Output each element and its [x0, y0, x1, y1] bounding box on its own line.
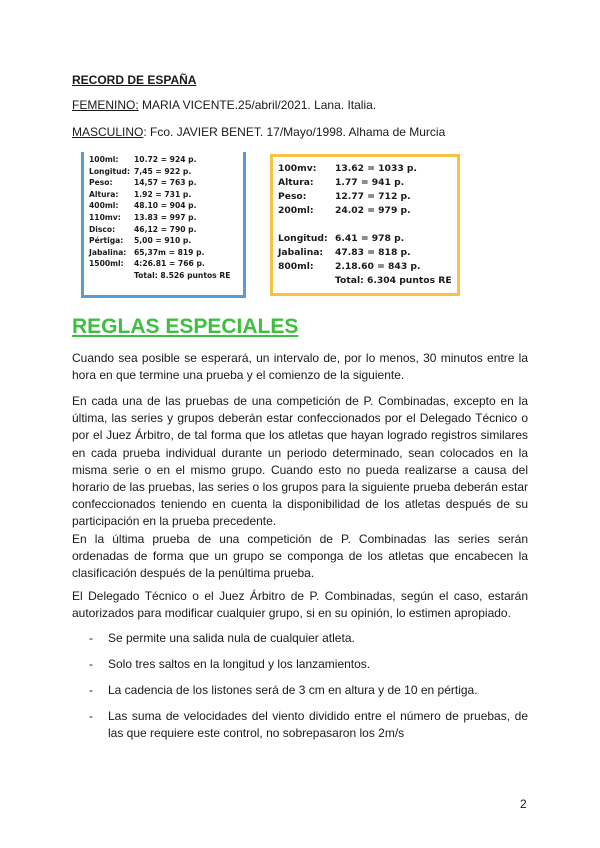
event-name: Longitud: [278, 233, 328, 244]
result-row [278, 162, 457, 176]
event-name: 110mv: [89, 212, 121, 222]
rules-list [72, 630, 528, 751]
paragraph-delegado: El Delegado Técnico o el Juez Árbitro de P. Combinadas, según el caso, estarán autorizados para modificar cualquier grupo, si en su opinión, lo estimen apropiado. [72, 589, 528, 621]
page-number: 2 [520, 797, 527, 811]
list-item-text: Las suma de velocidades del viento dividido entre el número de pruebas, de las que requiere este control, no sobrepasaron los 2m/s [108, 709, 528, 740]
event-result: 12.77 = 712 p. [335, 191, 411, 202]
record-title: RECORD DE ESPAÑA [72, 73, 197, 87]
femenino-text: MARIA VICENTE.25/abril/2021. Lana. Italia. [138, 98, 377, 112]
result-row [89, 224, 243, 236]
bullet-dash: - [89, 683, 93, 697]
result-row [89, 235, 243, 247]
event-result: 1.92 = 731 p. [134, 189, 192, 199]
event-name: Peso: [89, 178, 113, 188]
femenino-label: FEMENINO: [72, 98, 139, 112]
result-row [278, 260, 457, 274]
event-name: Longitud: [89, 166, 131, 176]
event-name: Peso: [278, 191, 307, 202]
result-row [278, 190, 457, 204]
bullet-dash: - [89, 709, 93, 723]
femenino-results-box [81, 152, 246, 298]
event-name: 200ml: [278, 205, 314, 216]
result-row [89, 177, 243, 189]
result-row [89, 166, 243, 178]
result-row [278, 176, 457, 190]
event-result: 10.72 = 924 p. [134, 155, 197, 164]
list-item [72, 656, 528, 673]
result-row [89, 154, 243, 166]
result-row [278, 246, 457, 260]
event-name: Jabalina: [278, 247, 324, 258]
event-result: 47.83 = 818 p. [335, 247, 411, 258]
record-masculino-line [72, 125, 445, 139]
event-name: 400ml: [89, 201, 119, 211]
event-name: 1500ml: [89, 259, 124, 269]
event-result: 1.77 = 941 p. [335, 177, 405, 188]
femenino-total: Total: 8.526 puntos RE [134, 270, 231, 280]
bullet-dash: - [89, 657, 93, 671]
event-result: 24.02 = 979 p. [335, 205, 411, 216]
result-row [89, 212, 243, 224]
event-result: 6.41 = 978 p. [335, 233, 405, 244]
result-row [278, 232, 457, 246]
event-name: Disco: [89, 224, 116, 234]
list-item [72, 630, 528, 647]
event-name: Altura: [89, 189, 119, 199]
list-item [72, 682, 528, 699]
event-result: 14,57 = 763 p. [134, 178, 197, 188]
result-row [89, 200, 243, 212]
bullet-dash: - [89, 631, 93, 645]
list-item-text: Solo tres saltos en la longitud y los lanzamientos. [108, 657, 371, 671]
event-result: 65,37m = 819 p. [134, 247, 205, 257]
event-name: 800ml: [278, 261, 314, 272]
paragraph-series-grupos: En cada una de las pruebas de una competición de P. Combinadas, excepto en la última, las series y grupos deberán estar confeccionados por el Delegado Técnico o por el Juez Árbitro, de tal forma que los atletas que hayan logrado registros similares en cada prueba individual durante un periodo determinado, sean colocados en la misma serie o en el mismo grupo. Cuando esto no pueda realizarse a causa del horario de las pruebas, las series o los grupos para la siguiente prueba deberán estar confeccionados teniendo en cuenta la disponibilidad de los atletas después de su participación en la prueba precedente. [72, 394, 528, 529]
list-item [72, 708, 528, 742]
list-item-text: Se permite una salida nula de cualquier atleta. [108, 631, 355, 645]
event-result: 2.18.60 = 843 p. [335, 261, 421, 272]
section-heading: REGLAS ESPECIALES [72, 315, 299, 338]
masculino-results-box [270, 154, 460, 296]
event-result: 5,00 = 910 p. [134, 236, 192, 246]
result-row [89, 258, 243, 270]
event-result: 13.62 = 1033 p. [335, 163, 417, 174]
event-name: Jabalina: [89, 247, 127, 257]
row-spacer [278, 218, 457, 232]
list-item-text: La cadencia de los listones será de 3 cm en altura y de 10 en pértiga. [108, 683, 478, 697]
event-name: Altura: [278, 177, 314, 188]
paragraph-ultima-prueba: En la última prueba de una competición de P. Combinadas las series serán ordenadas de forma que un grupo se componga de los atletas que encabecen la clasificación después de la penúltima prueba. [72, 532, 528, 581]
masculino-text: : Fco. JAVIER BENET. 17/Mayo/1998. Alhama de Murcia [143, 125, 446, 139]
result-row [89, 189, 243, 201]
result-row [278, 204, 457, 218]
event-result: 13.83 = 997 p. [134, 212, 197, 222]
masculino-total: Total: 6.304 puntos RE [335, 275, 452, 286]
event-name: 100mv: [278, 163, 317, 174]
event-result: 7,45 = 922 p. [134, 166, 192, 176]
masculino-label: MASCULINO [72, 125, 144, 139]
event-result: 4:26.81 = 766 p. [134, 259, 205, 269]
event-name: Pértiga: [89, 236, 124, 246]
record-femenino-line [72, 98, 376, 112]
event-result: 46,12 = 790 p. [134, 224, 197, 234]
event-name: 100ml: [89, 155, 119, 164]
event-result: 48.10 = 904 p. [134, 201, 197, 211]
paragraph-intervalo: Cuando sea posible se esperará, un intervalo de, por lo menos, 30 minutos entre la hora en que termine una prueba y el comienzo de la siguiente. [72, 351, 528, 383]
result-row [89, 247, 243, 259]
